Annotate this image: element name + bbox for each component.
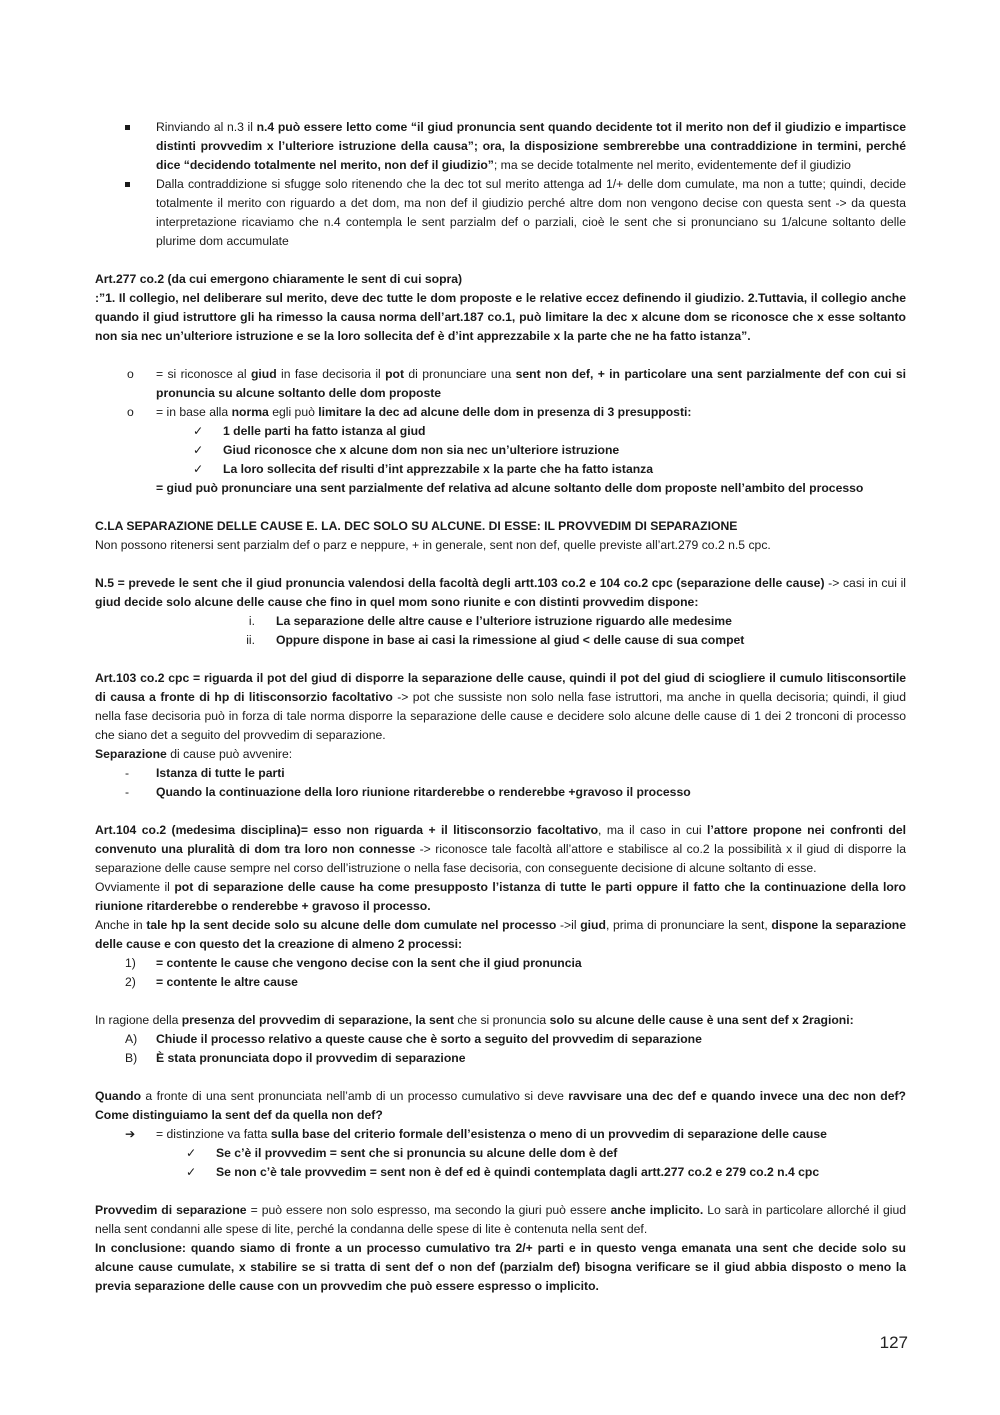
numbered-item-text: = contente le altre cause: [156, 975, 298, 989]
roman-numeral: i.: [248, 614, 255, 628]
bullet-text: [156, 175, 906, 251]
check-item-text: 1 delle parti ha fatto istanza al giud: [223, 424, 426, 438]
text-run: = può essere non solo espresso, ma secondo la giuri può essere: [246, 1203, 611, 1217]
text-run: egli può: [268, 405, 319, 419]
section-c-text: Non possono ritenersi sent parzialm def o parz e neppure, + in generale, sent non def, quelle previste all’art.279 co.2 n.5 cpc.: [95, 538, 771, 552]
art104-paragraph: [95, 821, 906, 878]
bullet-item: [95, 118, 906, 175]
text-run: Rinviando al n.3 il: [156, 120, 257, 134]
checkmark-icon: ✓: [186, 1146, 197, 1160]
dash-item-text: Quando la continuazione della loro riunione ritarderebbe o renderebbe +gravoso il processo: [156, 785, 691, 799]
text-run: , ma il caso in cui: [598, 823, 707, 837]
bold-run: limitare la dec ad alcune delle dom in presenza di 3 presupposti:: [318, 405, 692, 419]
bold-run: pot di separazione delle cause ha come presupposto l’istanza di tutte le parti oppure il fatto che la continuazione della loro riunione ritarderebbe o renderebbe + gravoso il processo.: [95, 880, 906, 913]
arrow-item-text: [156, 1125, 906, 1144]
page-number: 127: [879, 1333, 908, 1352]
circle-item-text: [156, 365, 906, 403]
text-run: Lo sarà in particolare allorché il giud nella sent condanni alle spese di lite, perché la condanna delle spese di lite è contenuta nella sent def.: [95, 1203, 906, 1236]
bold-run: Separazione: [95, 747, 167, 761]
text-run: = si riconosce al: [156, 367, 251, 381]
text-run: ; ma se decide totalmente nel merito, evidentemente def il giudizio: [493, 158, 851, 172]
quando-paragraph: [95, 1087, 906, 1125]
bold-run: giud: [580, 918, 606, 932]
n5-paragraph: [95, 574, 906, 612]
check-item: [95, 460, 906, 479]
circle-bullet-icon: o: [127, 367, 134, 381]
text-run: Anche in: [95, 918, 147, 932]
roman-item: [95, 612, 906, 631]
text-run: a fronte di una sent pronunciata nell’amb di un processo cumulativo si deve: [141, 1089, 569, 1103]
check-item-text: Se non c’è tale provvedim = sent non è def ed è quindi contemplata dagli artt.277 co.2 e 279 co.2 n.4 cpc: [216, 1165, 820, 1179]
text-run: -> riconosce tale facoltà all’attore e stabilisce al co.2 la possibilità x il giud di disporre la separazione delle cause sempre nel corso dell’istruzione o nella fase decisoria, con conseguente decisione di alcune soltanto di esse.: [95, 842, 906, 875]
numbered-item-text: = contente le cause che vengono decise con la sent che il giud pronuncia: [156, 956, 582, 970]
bold-run: giud decide solo alcune delle cause che fino in quel mom sono riunite e con distinti provvedim dispone:: [95, 595, 699, 609]
bold-run: N.5 = prevede le sent che il giud pronuncia valendosi della facoltà degli artt.103 co.2 e 104 co.2 cpc (separazione delle cause): [95, 576, 825, 590]
bold-run: solo su alcune delle cause è una sent def x 2ragioni:: [549, 1013, 854, 1027]
text-run: = in base alla: [156, 405, 232, 419]
check-item-text: La loro sollecita def risulti d’int apprezzabile x la parte che ha fatto istanza: [223, 462, 654, 476]
roman-item-text: La separazione delle altre cause e l’ulteriore istruzione riguardo alle medesime: [276, 614, 732, 628]
art277-quote: :”1. Il collegio, nel deliberare sul merito, deve dec tutte le dom proposte e le relative eccez definendo il giudizio. 2.Tuttavia, il collegio anche quando il giud istruttore gli ha rimesso la causa norma dell’art.187 co.1, può limitare la dec x alcune dom se riconosce che x esse soltanto non sia nec un’ulteriore istruzione e se la loro sollecita def è d’int apprezzabile x la parte che ne ha fatto istanza”.: [95, 291, 906, 343]
lettered-item-text: È stata pronunciata dopo il provvedim di separazione: [156, 1051, 466, 1065]
conclusion-text: = giud può pronunciare una sent parzialmente def relativa ad alcune soltanto delle dom proposte nell’ambito del processo: [156, 481, 864, 495]
separazione-line: [95, 745, 906, 764]
text-run: -> casi in cui il: [824, 576, 906, 590]
bold-run: Provvedim di separazione: [95, 1203, 247, 1217]
ragione-paragraph: [95, 1011, 906, 1030]
bold-run: Art.103 co.2 cpc = riguarda il pot del giud di disporre la separazione delle cause, quindi il pot del giud di sciogliere il cumulo litisconsortile di causa a fronte di hp di litisconsorzio facoltativo: [95, 671, 906, 704]
dash-bullet: -: [125, 785, 130, 799]
item-number: 1): [125, 956, 136, 970]
arrow-right-icon: ➔: [125, 1127, 136, 1141]
bold-run: pot: [385, 367, 405, 381]
bold-run: dispone la separazione delle cause e con questo det la creazione di almeno 2 processi:: [95, 918, 906, 951]
bold-run: Art.104 co.2 (medesima disciplina)= esso non riguarda + il litisconsorzio facoltativo: [95, 823, 599, 837]
bold-run: giud: [250, 367, 277, 381]
dash-item: [95, 783, 906, 802]
text-run: -> pot che sussiste non solo nella fase istruttori, ma anche in quella decisoria; quindi, il giud nella fase decisoria può in forza di tale norma disporre la separazione delle cause e decidere solo alcune delle cause di 1 dei 2 tronconi di processo che siano det a seguito del provvedim di separazione.: [95, 690, 906, 742]
circle-bullet-icon: o: [127, 405, 134, 419]
text-run: che si pronuncia: [454, 1013, 550, 1027]
check-item: [95, 1144, 906, 1163]
text-run: = distinzione va fatta: [156, 1127, 271, 1141]
roman-item-text: Oppure dispone in base ai casi la rimessione al giud < delle cause di sua compet: [276, 633, 745, 647]
final-conclusion: In conclusione: quando siamo di fronte a un processo cumulativo tra 2/+ parti e in questo venga emanata una sent che decide solo su alcune cause cumulate, x stabilire se si tratta di sent def o non def (parzialm def) bisogna verificare se il giud abbia disposto o meno la previa separazione delle cause con un provvedim che può essere espresso o implicito.: [95, 1241, 906, 1293]
text-run: In ragione della: [95, 1013, 182, 1027]
item-letter: A): [125, 1032, 138, 1046]
checkmark-icon: ✓: [193, 443, 204, 457]
bullet-item: [95, 175, 906, 251]
text-run: ->il: [556, 918, 581, 932]
numbered-item: [95, 954, 906, 973]
bold-run: l’attore propone nei confronti del convenuto una pluralità di dom tra loro non connesse: [95, 823, 906, 856]
bold-run: Quando: [95, 1089, 142, 1103]
provvedim-paragraph: [95, 1201, 906, 1239]
text-run: Ovviamente il: [95, 880, 175, 894]
bold-run: anche implicito.: [610, 1203, 704, 1217]
section-c-title: C.LA SEPARAZIONE DELLE CAUSE E. LA. DEC SOLO SU ALCUNE. DI ESSE: IL PROVVEDIM DI SEPARAZIONE: [95, 519, 738, 533]
dash-bullet: -: [125, 766, 130, 780]
document-body: [95, 118, 906, 1296]
bold-run: ravvisare una dec def e quando invece una dec non def? Come distinguiamo la sent def da quella non def?: [95, 1089, 906, 1122]
square-bullet-icon: [125, 175, 130, 194]
roman-numeral: ii.: [246, 633, 255, 647]
check-item: [95, 422, 906, 441]
numbered-item: [95, 973, 906, 992]
check-item-text: Se c’è il provvedim = sent che si pronuncia su alcune delle dom è def: [216, 1146, 618, 1160]
art103-paragraph: [95, 669, 906, 745]
roman-item: [95, 631, 906, 650]
art104-paragraph: [95, 878, 906, 916]
circle-item: [95, 403, 906, 422]
bold-run: tale hp la sent decide solo su alcune delle dom cumulate nel processo: [146, 918, 557, 932]
bold-run: presenza del provvedim di separazione, la sent: [181, 1013, 455, 1027]
dash-item: [95, 764, 906, 783]
check-item: [95, 1163, 906, 1182]
checkmark-icon: ✓: [186, 1165, 197, 1179]
check-item-text: Giud riconosce che x alcune dom non sia nec un’ulteriore istruzione: [223, 443, 620, 457]
dash-item-text: Istanza di tutte le parti: [156, 766, 285, 780]
art104-paragraph: [95, 916, 906, 954]
bold-run: sent non def, + in particolare una sent parzialmente def con cui si pronuncia su alcune soltanto delle dom proposte: [156, 367, 906, 400]
bullet-text: [156, 118, 906, 175]
item-number: 2): [125, 975, 136, 989]
check-item: [95, 441, 906, 460]
text-run: in fase decisoria il: [276, 367, 386, 381]
text-run: di pronunciare una: [404, 367, 516, 381]
lettered-item: [95, 1049, 906, 1068]
checkmark-icon: ✓: [193, 462, 204, 476]
circle-item-text: [156, 403, 906, 422]
item-letter: B): [125, 1051, 138, 1065]
text-run: di cause può avvenire:: [166, 747, 293, 761]
circle-item: [95, 365, 906, 403]
bold-run: sulla base del criterio formale dell’esistenza o meno di un provvedim di separazione delle cause: [270, 1127, 827, 1141]
square-bullet-icon: [125, 118, 130, 137]
lettered-item: [95, 1030, 906, 1049]
art277-heading: Art.277 co.2 (da cui emergono chiaramente le sent di cui sopra): [95, 272, 463, 286]
checkmark-icon: ✓: [193, 424, 204, 438]
text-run: , prima di pronunciare la sent,: [605, 918, 772, 932]
lettered-item-text: Chiude il processo relativo a queste cause che è sorto a seguito del provvedim di separazione: [156, 1032, 702, 1046]
text-run: Dalla contraddizione si sfugge solo ritenendo che la dec tot sul merito attenga ad 1/+ delle dom cumulate, ma non a tutte; quindi, decide totalmente il merito con riguardo a det dom, ma non def il giudizio perché altre dom non vengono decise con questa sent -> da questa interpretazione ricaviamo che n.4 contempla le sent parzialm def o parziali, cioè le sent che si pronunciano su 1/alcune soltanto delle plurime dom accumulate: [156, 177, 906, 248]
bold-run: n.4 può essere letto come “il giud pronuncia sent quando decidente tot il merito non def il giudizio e impartisce distinti provvedim x l’ulteriore istruzione della causa”; ora, la disposizione sembrerebbe una contraddizione in termini, perché dice “decidendo totalmente nel merito, non def il giudizio”: [156, 120, 906, 172]
bold-run: norma: [231, 405, 269, 419]
arrow-item: [95, 1125, 906, 1144]
